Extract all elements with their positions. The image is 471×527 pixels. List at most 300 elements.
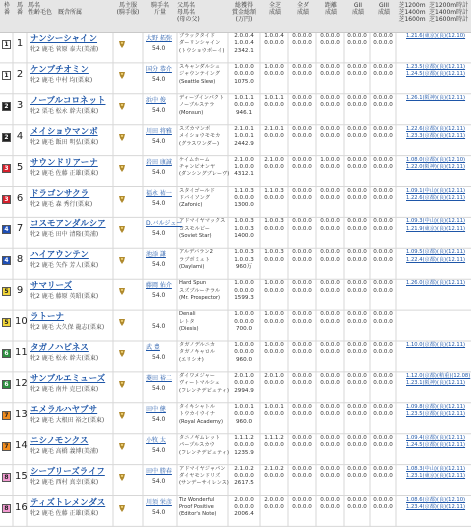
waku-badge: 5 <box>2 318 11 327</box>
record-line: 0.0.0.0 <box>347 434 367 441</box>
horse-number: 4 <box>16 130 24 142</box>
dam: パープルスカウ <box>179 442 215 449</box>
record-line: 0.0.0.0 <box>320 63 340 70</box>
best-times[interactable] <box>406 33 465 41</box>
horse-name-link[interactable]: ラトーナ <box>30 312 65 323</box>
horse-number: 13 <box>15 408 28 420</box>
dirt-record <box>289 218 315 233</box>
record-line: 1.0.0.3 <box>234 249 254 256</box>
best-times[interactable] <box>406 249 465 264</box>
best-times[interactable] <box>406 342 465 350</box>
prize-total: 960万 <box>235 264 253 271</box>
time-1200[interactable]: 1.08.3(中山)(良)(12.11) <box>406 465 466 472</box>
time-1200[interactable]: 1.09.4(京都)(良)(12.11) <box>406 434 466 441</box>
dam-sire: (Monsun) <box>179 109 204 116</box>
horse-name-link[interactable]: メイショウマンボ <box>30 126 98 137</box>
record-line: 1.0.0.0 <box>264 280 284 287</box>
record-line: 0.0.0.0 <box>234 411 254 418</box>
record-line: 0.0.0.0 <box>347 311 367 318</box>
table-row <box>0 63 471 94</box>
pedigree <box>179 188 215 210</box>
record-line: 1.0.0.0 <box>234 280 254 287</box>
waku-badge: 1 <box>2 40 11 49</box>
record-line: 0.0.0.0 <box>292 71 312 78</box>
record-line: 2.0.1.0 <box>264 372 284 379</box>
horse-name-link[interactable]: サマリーズ <box>30 281 73 292</box>
record-line: 0.0.0.0 <box>234 194 254 201</box>
turf-record <box>261 466 287 481</box>
record-line: 1.0.1.1 <box>264 94 284 101</box>
record-line: 0.0.0.0 <box>320 434 340 441</box>
record-line: 0.0.0.0 <box>373 187 393 194</box>
record-block <box>229 404 259 426</box>
turf-record <box>261 404 287 419</box>
jockey-link[interactable]: 田中 健 <box>146 405 166 413</box>
g3-record <box>371 33 395 48</box>
waku-badge: 7 <box>2 411 11 420</box>
record-line: 0.0.0.0 <box>347 403 367 410</box>
record-line: 1.1.1.2 <box>234 434 254 441</box>
dam: ダイヤモンドリズ <box>179 473 221 479</box>
g2-record <box>345 33 369 48</box>
record-line: 0.0.0.0 <box>234 102 254 109</box>
record-line: 0.0.0.0 <box>347 187 367 194</box>
sire: ダイワメジャー <box>179 372 215 379</box>
time-1400[interactable]: 1.23.4(京都)(良)(12.11) <box>406 504 466 511</box>
record-line: 1.0.0.1 <box>234 133 254 140</box>
record-line: 0.0.0.0 <box>320 496 340 503</box>
record-line: 0.0.0.0 <box>373 318 393 325</box>
record-line: 0.0.0.0 <box>347 442 367 449</box>
record-line: 0.0.0.0 <box>234 380 254 387</box>
time-1400[interactable]: 1.26.1(阪神)(良)(12.11) <box>406 94 466 101</box>
dirt-record <box>289 249 315 264</box>
record-line: 0.0.0.0 <box>264 349 284 356</box>
carried-weight: 54.0 <box>152 384 166 392</box>
carried-weight: 54.0 <box>152 137 166 145</box>
horse-name-link[interactable]: ナンシーシャイン <box>30 34 98 44</box>
g3-record <box>371 95 395 110</box>
time-1400[interactable]: 1.23.1(東京)(良)(12.11) <box>406 473 466 480</box>
owner-silks-icon <box>118 442 126 451</box>
distance-record <box>317 404 343 419</box>
horse-name-link[interactable]: ケンブチオミン <box>30 64 89 75</box>
pedigree <box>179 311 199 333</box>
record-line: 0.0.0.0 <box>292 465 312 472</box>
jockey-link[interactable]: 武 豊 <box>146 344 160 351</box>
horse-info: 牝2 鹿毛 菅原 泰夫(美浦) <box>30 46 99 53</box>
horse-name-link[interactable]: タガノハピネス <box>30 343 89 353</box>
dam: ヴィートマルシェ <box>179 380 220 387</box>
g3-record <box>371 466 395 481</box>
time-1400[interactable]: 1.24.5(京都)(良)(12.11) <box>406 71 466 78</box>
record-line: 0.0.0.0 <box>347 71 367 78</box>
time-1400[interactable]: 1.26.0(京都)(良)(12.11) <box>406 280 466 287</box>
record-line: 1.0.0.0 <box>264 311 284 318</box>
record-line: 0.0.0.0 <box>292 503 312 510</box>
header-umaban: 馬 番 <box>16 2 23 16</box>
record-line: 0.0.0.0 <box>292 403 312 410</box>
g3-record <box>371 280 395 295</box>
horse-info: 牝2 鹿毛 大久保 龍志(栗東) <box>30 324 105 332</box>
owner-silks-icon <box>118 256 126 265</box>
sire: タイキシャトル <box>179 403 216 410</box>
record-line: 0.0.0.0 <box>234 503 254 510</box>
jockey-link[interactable]: 小牧 太 <box>146 436 166 444</box>
jockey-link[interactable]: 田中 勝春 <box>146 467 172 475</box>
record-line: 0.0.0.0 <box>347 411 367 418</box>
record-line: 0.0.0.0 <box>347 342 367 348</box>
table-row <box>0 32 471 63</box>
dirt-record <box>289 311 315 326</box>
turf-record <box>261 435 287 450</box>
time-1400[interactable]: 1.22.0(阪神)(良)(12.11) <box>406 164 466 171</box>
jockey-link[interactable]: 川田 将雅 <box>146 127 172 135</box>
record-line: 0.0.0.0 <box>320 311 340 318</box>
carried-weight: 54.0 <box>152 75 166 83</box>
record-line: 0.0.0.0 <box>320 33 340 39</box>
time-1200[interactable]: 1.12.0(京都)(稍重)(12.08) <box>406 372 471 379</box>
record-line: 0.0.0.0 <box>373 434 393 441</box>
best-times[interactable] <box>406 497 465 512</box>
pedigree <box>179 497 216 519</box>
time-1400[interactable]: 1.21.6(東京)(良)(12.10) <box>406 33 466 39</box>
dirt-record <box>289 497 315 512</box>
sire: ディープインパクト <box>179 94 225 101</box>
g2-record <box>345 404 369 419</box>
carried-weight: 54.0 <box>152 168 166 176</box>
record-line: 0.0.0.0 <box>373 94 393 101</box>
record-line: 0.0.0.0 <box>292 249 312 256</box>
best-times[interactable] <box>406 466 465 481</box>
dam-sire: (Seattle Slew) <box>179 78 216 85</box>
g2-record <box>345 95 369 110</box>
turf-record <box>261 311 287 326</box>
record-line: 0.0.0.0 <box>347 372 367 379</box>
header-dist: 距離 成績 <box>324 2 337 16</box>
prize-total: 1075.0 <box>234 78 254 85</box>
carried-weight: 54.0 <box>152 199 166 207</box>
g2-record <box>345 188 369 203</box>
horse-name-link[interactable]: ドラゴンサクラ <box>30 188 90 199</box>
dam-sire: (Zafonic) <box>179 202 203 209</box>
turf-record <box>261 497 287 512</box>
record-block <box>229 311 259 333</box>
record-line: 1.0.0.1 <box>264 403 284 410</box>
best-times[interactable] <box>406 280 465 288</box>
record-line: 2.1.0.0 <box>264 156 284 163</box>
sire: タガノデルニカ <box>179 342 216 348</box>
jockey-link[interactable]: 浜中 俊 <box>146 96 166 104</box>
waku-badge: 5 <box>2 287 11 296</box>
record-line: 0.0.0.0 <box>234 318 254 325</box>
prize-total: 1235.9 <box>234 449 254 456</box>
dam: メイショウモモカ <box>179 133 221 140</box>
horse-number: 7 <box>16 223 24 235</box>
pedigree <box>179 404 223 426</box>
header-turf: 全芝 成績 <box>268 2 281 16</box>
jockey-link[interactable]: 福永 祐一 <box>146 189 172 197</box>
time-1200[interactable]: 1.09.8(京都)(良)(12.11) <box>406 403 466 410</box>
record-line: 0.0.0.0 <box>347 256 367 263</box>
best-times[interactable] <box>406 188 465 203</box>
time-1200[interactable]: 1.09.1(中山)(良)(12.11) <box>406 187 466 194</box>
record-line: 0.0.0.0 <box>320 287 340 294</box>
record-line: 0.0.0.0 <box>347 465 367 472</box>
record-block <box>229 342 259 364</box>
carried-weight: 54.0 <box>152 230 166 238</box>
record-line: 0.0.0.0 <box>234 71 254 78</box>
prize-total: 2617.5 <box>234 480 254 487</box>
carried-weight: 54.0 <box>152 45 166 52</box>
record-line: 0.0.0.0 <box>320 349 340 356</box>
g2-record <box>345 280 369 295</box>
record-line: 0.0.0.0 <box>292 380 312 387</box>
best-times[interactable] <box>406 157 465 172</box>
horse-name-link[interactable]: ノーブルコロネット <box>30 95 106 106</box>
horse-name-link[interactable]: サンブルエミューズ <box>30 373 106 384</box>
g2-record <box>345 373 369 388</box>
record-line: 0.0.0.0 <box>373 442 393 449</box>
time-1400[interactable]: 1.24.5(京都)(良)(12.11) <box>406 442 466 449</box>
owner-silks-icon <box>118 318 126 327</box>
record-line: 0.0.0.0 <box>264 473 284 479</box>
prize-total: 1400.0 <box>234 233 254 240</box>
horse-number: 10 <box>15 316 28 328</box>
best-times[interactable] <box>406 126 465 141</box>
record-line: 1.1.1.2 <box>264 434 284 441</box>
owner-silks-icon <box>118 287 126 296</box>
prize-total: 960.0 <box>235 356 252 363</box>
g2-record <box>345 126 369 141</box>
record-line: 2.1.0.1 <box>264 125 284 132</box>
best-times[interactable] <box>406 95 465 103</box>
table-row <box>0 156 471 187</box>
best-times[interactable] <box>406 404 465 419</box>
record-line: 0.0.0.0 <box>373 380 393 387</box>
time-1400[interactable]: 1.23.5(京都)(良)(12.11) <box>406 411 466 418</box>
dam: ジャウンテイング <box>179 71 220 78</box>
horse-name-link[interactable]: サウンドリアーナ <box>30 157 98 168</box>
pedigree <box>179 342 215 364</box>
turf-record <box>261 126 287 141</box>
prize-total: 700.0 <box>235 325 252 332</box>
record-line: 0.0.0.0 <box>264 40 284 47</box>
turf-record <box>261 373 287 388</box>
record-line: 0.0.0.0 <box>320 94 340 101</box>
owner-silks-icon <box>118 71 126 80</box>
horse-name-link[interactable]: シーブリーズライフ <box>30 466 105 477</box>
dam: レトタ <box>179 318 195 325</box>
dam-sire: (エリシオ) <box>179 356 204 363</box>
record-block <box>229 218 259 240</box>
g2-record <box>345 218 369 233</box>
g2-record <box>345 342 369 357</box>
sire: タニノギムレット <box>179 434 221 441</box>
pedigree <box>179 64 220 86</box>
record-line: 0.0.0.0 <box>373 403 393 410</box>
record-line: 0.0.0.0 <box>264 411 284 418</box>
prize-total: 2994.9 <box>234 387 254 394</box>
header-jockey: 騎手名 斤量 <box>150 2 169 16</box>
record-line: 2.0.0.0 <box>264 496 284 503</box>
jockey-link[interactable]: 池添 謙 <box>146 251 166 259</box>
record-line: 0.0.0.0 <box>292 94 312 101</box>
record-line: 0.0.0.0 <box>292 40 312 47</box>
time-1200[interactable]: 1.09.3(中山)(良)(12.11) <box>406 218 466 225</box>
g2-record <box>345 497 369 512</box>
record-line: 0.0.0.0 <box>292 187 312 194</box>
prize-total: 946.1 <box>235 109 252 116</box>
time-1200[interactable]: 1.08.6(京都)(良)(12.10) <box>406 496 466 503</box>
record-line: 0.0.0.0 <box>373 280 393 287</box>
best-times[interactable] <box>406 435 465 450</box>
time-1400[interactable]: 1.22.4(京都)(良)(12.11) <box>406 256 466 263</box>
best-times[interactable] <box>406 64 465 79</box>
turf-record <box>261 249 287 264</box>
record-block <box>229 188 259 210</box>
record-line: 0.0.0.0 <box>373 503 393 510</box>
record-line: 0.0.0.0 <box>264 164 284 170</box>
record-line: 0.0.0.0 <box>373 342 393 348</box>
dirt-record <box>289 64 315 79</box>
time-1200[interactable]: 1.22.6(京都)(良)(12.11) <box>406 125 466 132</box>
time-1200[interactable]: 1.08.0(京都)(良)(12.10) <box>406 156 466 163</box>
g3-record <box>371 126 395 141</box>
horse-name-link[interactable]: エメラルハヤブサ <box>30 404 98 415</box>
pedigree <box>179 435 229 457</box>
horse-name-link[interactable]: ハイアウンテン <box>30 250 89 261</box>
record-line: 1.0.0.1 <box>234 403 254 410</box>
record-line: 2.0.1.0 <box>234 372 254 379</box>
horse-name-link[interactable]: ニシノモンクス <box>30 435 89 446</box>
horse-info: 牝2 鹿毛 西村 真幸(栗東) <box>30 478 99 486</box>
carried-weight: 54.0 <box>152 477 166 485</box>
owner-silks-icon <box>118 473 126 482</box>
record-line: 0.0.0.0 <box>234 349 254 356</box>
record-line: 0.0.0.0 <box>292 256 312 263</box>
record-line: 0.0.0.0 <box>373 465 393 472</box>
record-line: 0.0.0.0 <box>292 225 312 232</box>
table-row <box>0 187 471 218</box>
jockey-link[interactable]: 国分 恭介 <box>146 65 172 73</box>
record-line: 2.1.0.1 <box>234 125 254 132</box>
horse-name-link[interactable]: コスモアンダルシア <box>30 219 106 230</box>
record-line: 0.0.0.0 <box>292 156 312 163</box>
time-1400[interactable]: 1.22.6(京都)(良)(12.11) <box>406 195 466 202</box>
jockey-link[interactable]: 藤岡 佑介 <box>146 282 172 290</box>
record-line: 0.0.0.0 <box>320 102 340 109</box>
record-line: 0.0.0.0 <box>264 256 284 263</box>
record-line: 0.0.0.0 <box>234 287 254 294</box>
owner-silks-icon <box>118 411 126 420</box>
record-line: 0.0.0.0 <box>292 434 312 441</box>
g3-record <box>371 435 395 450</box>
horse-info: 牝2 鹿毛 佐藤 正雄(栗東) <box>30 509 99 517</box>
record-block <box>229 435 259 457</box>
horse-number: 14 <box>15 439 28 451</box>
dirt-record <box>289 342 315 357</box>
distance-record <box>317 157 343 172</box>
record-line: 0.0.0.0 <box>320 71 340 78</box>
jockey-link[interactable]: 菱田 裕二 <box>146 374 172 382</box>
horse-name-link[interactable]: ティズトレメンダス <box>30 497 106 508</box>
record-line: 0.0.0.0 <box>347 287 367 294</box>
record-line: 2.1.0.0 <box>234 156 254 163</box>
record-line: 0.0.0.0 <box>320 249 340 256</box>
time-1400[interactable]: 1.23.3(京都)(良)(12.11) <box>406 133 466 140</box>
record-line: 0.0.0.0 <box>373 496 393 503</box>
distance-record <box>317 342 343 357</box>
jockey-link[interactable]: 川須 栄彦 <box>146 498 172 506</box>
record-block <box>229 126 259 148</box>
table-row <box>0 248 471 279</box>
jockey-link[interactable]: D.バルジュー <box>146 220 183 228</box>
record-line: 0.0.0.0 <box>373 194 393 201</box>
horse-number: 1 <box>16 38 24 49</box>
record-line: 0.0.0.0 <box>373 473 393 479</box>
dam: ノーブルステラ <box>179 102 215 109</box>
time-1400[interactable]: 1.23.1(阪神)(良)(12.11) <box>406 380 466 387</box>
dam: ダーリンシャイン <box>179 40 221 47</box>
record-line: 0.0.0.0 <box>347 318 367 325</box>
record-line: 0.0.0.0 <box>373 372 393 379</box>
time-1400[interactable]: 1.10.0(京都)(良)(12.11) <box>406 342 466 348</box>
record-line: 0.0.0.0 <box>373 40 393 47</box>
record-line: 1.1.0.3 <box>234 187 254 194</box>
time-1200[interactable]: 1.23.5(京都)(良)(12.11) <box>406 63 466 70</box>
turf-record <box>261 218 287 233</box>
g3-record <box>371 157 395 172</box>
record-line: 0.0.0.0 <box>292 287 312 294</box>
sire: ブラックタイド <box>179 33 216 39</box>
record-line: 1.0.0.3 <box>264 249 284 256</box>
owner-silks-icon <box>118 349 126 358</box>
prize-total: 4312.1 <box>234 171 254 178</box>
dam: コスモルビー <box>179 225 210 232</box>
best-times[interactable] <box>406 218 465 233</box>
horse-info: 牝2 鹿毛 中村 均(栗東) <box>30 76 93 84</box>
pedigree <box>179 33 224 55</box>
header-waku: 枠 番 <box>3 2 10 16</box>
record-line: 1.0.0.0 <box>264 63 284 70</box>
g3-record <box>371 188 395 203</box>
record-line: 2.1.0.2 <box>264 465 284 472</box>
time-1400[interactable]: 1.21.9(東京)(良)(12.11) <box>406 225 466 232</box>
jockey-link[interactable]: 大野 拓弥 <box>146 35 172 42</box>
record-line: 0.0.0.0 <box>373 256 393 263</box>
dam: タガノキャロル <box>179 349 216 356</box>
horse-info: 牝2 鹿毛 森 秀行(栗東) <box>30 200 93 208</box>
record-line: 0.0.0.0 <box>320 225 340 232</box>
carried-weight: 54.0 <box>152 292 166 300</box>
best-times[interactable] <box>406 373 470 388</box>
sire: ケイムホーム <box>179 156 210 163</box>
waku-badge: 6 <box>2 380 11 389</box>
time-1200[interactable]: 1.09.5(京都)(良)(12.11) <box>406 249 466 256</box>
record-line: 0.0.0.0 <box>292 473 312 479</box>
waku-badge: 8 <box>2 473 11 482</box>
waku-badge: 3 <box>2 195 11 204</box>
turf-record <box>261 157 287 172</box>
record-line: 0.0.0.0 <box>347 225 367 232</box>
dam: トウカイウイナ <box>179 411 216 418</box>
record-line: 0.0.0.0 <box>373 164 393 170</box>
turf-record <box>261 280 287 295</box>
record-line: 0.0.0.0 <box>234 473 254 479</box>
owner-silks-icon <box>118 380 126 389</box>
jockey-link[interactable]: 岩田 康誠 <box>146 158 172 166</box>
